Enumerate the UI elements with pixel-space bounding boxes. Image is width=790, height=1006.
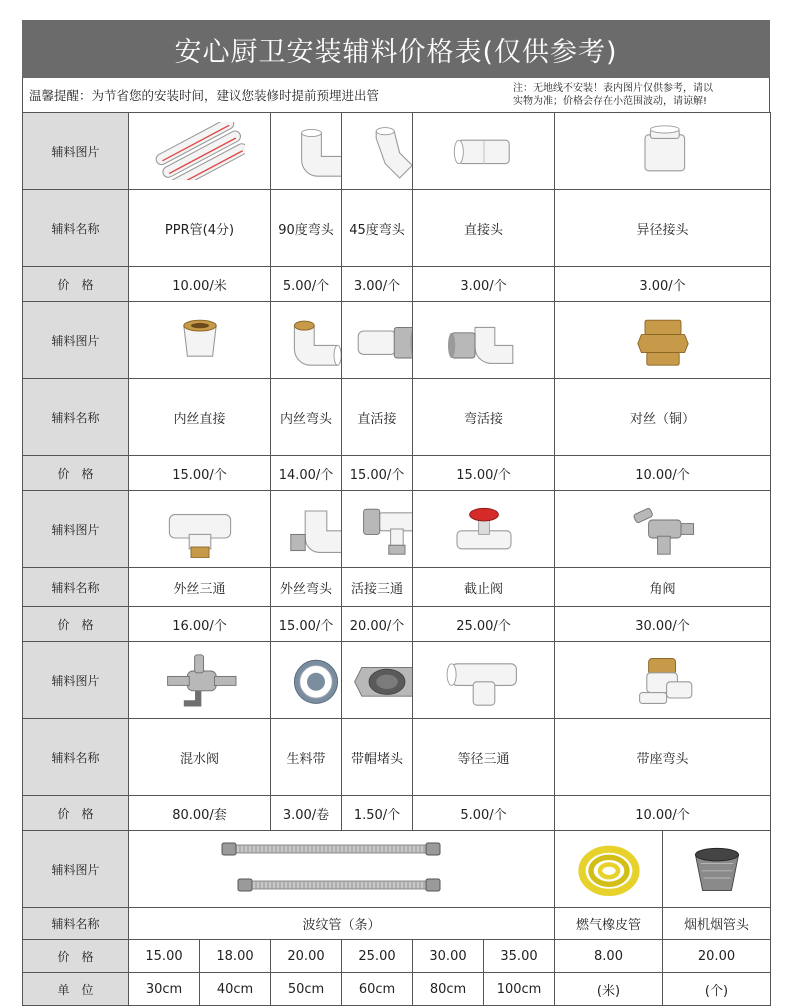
- item-name-text: PPR管(4分): [164, 222, 235, 238]
- image-cell: [271, 302, 342, 379]
- name-row: [23, 568, 771, 607]
- item-price-text: 10.00/个: [635, 807, 690, 823]
- item-name: [555, 379, 771, 456]
- item-price: [555, 456, 771, 491]
- image-cell: [555, 642, 771, 719]
- item-price-text: 25.00: [358, 948, 396, 964]
- row-label-image: [23, 642, 129, 719]
- item-price-text: 16.00/个: [172, 618, 227, 634]
- hood-duct-connector-icon: [672, 840, 762, 898]
- item-unit-text: 50cm: [287, 981, 325, 997]
- row-label-price-text: 价 格: [57, 806, 94, 821]
- item-name: [413, 190, 555, 267]
- image-cell: [342, 491, 413, 568]
- item-name-text: 角阀: [649, 581, 676, 597]
- male-thread-elbow-icon: [271, 500, 342, 558]
- ppr-pipe-icon: [155, 122, 245, 180]
- item-price-text: 80.00/套: [172, 807, 227, 823]
- item-unit-text: (米): [596, 983, 621, 999]
- female-thread-coupling-icon: [155, 311, 245, 369]
- row-label-image-text: 辅料图片: [51, 862, 100, 877]
- name-row: [23, 908, 771, 940]
- notice-bar: [22, 78, 770, 112]
- row-label-name: [23, 568, 129, 607]
- row-label-name: [23, 190, 129, 267]
- pipe-cap-icon: [342, 651, 413, 709]
- item-name-text: 内丝直接: [173, 411, 226, 427]
- item-name: [413, 379, 555, 456]
- item-name-text: 外丝弯头: [279, 581, 332, 597]
- item-price: [555, 267, 771, 302]
- row-label-name: [23, 719, 129, 796]
- elbow-45-icon: [342, 122, 413, 180]
- row-label-image: [23, 113, 129, 190]
- image-cell: [413, 491, 555, 568]
- item-price: [342, 796, 413, 831]
- row-label-name-text: 辅料名称: [51, 750, 100, 765]
- image-cell: [413, 113, 555, 190]
- item-name-text: 外丝三通: [173, 581, 226, 597]
- image-cell: [129, 302, 271, 379]
- image-cell: [271, 491, 342, 568]
- item-name: [271, 190, 342, 267]
- item-price-text: 20.00: [697, 948, 736, 964]
- item-price: [484, 940, 555, 973]
- notice-left: 温馨提醒：为节省您的安装时间，建议您装修时提前预埋进出管: [29, 88, 380, 103]
- item-unit: [129, 973, 200, 1006]
- item-name-text: 弯活接: [463, 411, 503, 427]
- stop-valve-icon: [439, 500, 529, 558]
- row-label-name-text: 辅料名称: [51, 221, 100, 236]
- item-price: [555, 940, 663, 973]
- base-elbow-icon: [618, 651, 708, 709]
- item-price-text: 15.00/个: [456, 467, 511, 483]
- item-price: [271, 456, 342, 491]
- image-cell: [129, 831, 555, 908]
- row-label-price-text: 价 格: [57, 949, 94, 964]
- item-name: [413, 719, 555, 796]
- name-row: [23, 190, 771, 267]
- row-label-price: [23, 607, 129, 642]
- item-unit: [200, 973, 271, 1006]
- item-name-text: 生料带: [286, 751, 326, 767]
- item-price-text: 5.00/个: [282, 278, 330, 294]
- item-name-text: 烟机烟管头: [683, 918, 749, 933]
- item-name-text: 对丝（铜）: [629, 411, 695, 427]
- row-label-image-text: 辅料图片: [51, 673, 100, 688]
- brass-nipple-icon: [618, 311, 708, 369]
- male-thread-tee-icon: [155, 500, 245, 558]
- item-price: [555, 607, 771, 642]
- item-name: [129, 568, 271, 607]
- item-name-text: 45度弯头: [349, 222, 405, 238]
- item-price: [129, 456, 271, 491]
- row-label-image-text: 辅料图片: [51, 333, 100, 348]
- item-price: [342, 940, 413, 973]
- item-price-text: 30.00/个: [635, 618, 690, 634]
- item-price: [129, 607, 271, 642]
- image-cell: [555, 491, 771, 568]
- image-row: [23, 642, 771, 719]
- item-price-text: 3.00/个: [353, 278, 401, 294]
- item-price-text: 15.00/个: [278, 618, 334, 634]
- item-unit-text: (个): [704, 983, 729, 999]
- item-name-text: 异径接头: [636, 222, 689, 238]
- item-price: [555, 796, 771, 831]
- image-cell: [271, 113, 342, 190]
- item-price: [413, 456, 555, 491]
- price-row: [23, 796, 771, 831]
- corrugated-hose-icon: [212, 835, 472, 903]
- item-name: [342, 719, 413, 796]
- item-name: [271, 719, 342, 796]
- item-price-text: 5.00/个: [460, 807, 507, 823]
- item-name: [342, 568, 413, 607]
- item-unit: [484, 973, 555, 1006]
- item-price: [413, 607, 555, 642]
- row-label-price: [23, 796, 129, 831]
- equal-tee-icon: [439, 651, 529, 709]
- image-cell: [129, 113, 271, 190]
- item-name: [129, 379, 271, 456]
- notice-right-line-2: 实物为准；价格会存在小范围波动，请谅解!: [513, 96, 708, 107]
- item-name-text: 活接三通: [350, 581, 403, 597]
- image-row: [23, 831, 771, 908]
- row-label-price: [23, 267, 129, 302]
- item-price-text: 10.00/个: [635, 467, 690, 483]
- item-price: [342, 267, 413, 302]
- item-price-text: 20.00: [287, 948, 325, 964]
- image-cell: [413, 302, 555, 379]
- image-cell: [555, 113, 771, 190]
- image-row: [23, 491, 771, 568]
- row-label-image-text: 辅料图片: [51, 522, 100, 537]
- item-name: [129, 908, 555, 940]
- straight-coupling-icon: [439, 122, 529, 180]
- image-cell: [663, 831, 771, 908]
- image-cell: [555, 302, 771, 379]
- item-unit: [413, 973, 484, 1006]
- item-unit-text: 60cm: [358, 981, 396, 997]
- price-table: [22, 112, 771, 1006]
- item-price: [413, 796, 555, 831]
- elbow-90-icon: [271, 122, 342, 180]
- item-price: [129, 267, 271, 302]
- name-row: [23, 379, 771, 456]
- image-row: [23, 113, 771, 190]
- item-price-text: 14.00/个: [278, 467, 334, 483]
- straight-union-icon: [342, 311, 413, 369]
- row-label-price: [23, 456, 129, 491]
- item-name-text: 带帽堵头: [350, 751, 403, 767]
- image-row: [23, 302, 771, 379]
- item-name-text: 燃气橡皮管: [575, 918, 641, 933]
- row-label-image: [23, 831, 129, 908]
- item-price-text: 15.00/个: [172, 467, 227, 483]
- row-label-price-text: 价 格: [57, 466, 94, 481]
- row-label-price-text: 价 格: [57, 617, 94, 632]
- price-sheet: [22, 20, 770, 1006]
- item-unit-text: 40cm: [216, 981, 254, 997]
- angle-valve-icon: [618, 500, 708, 558]
- item-price-text: 10.00/米: [172, 278, 227, 294]
- item-price-text: 1.50/个: [353, 807, 401, 823]
- image-cell: [129, 491, 271, 568]
- ptfe-tape-icon: [271, 651, 342, 709]
- elbow-union-icon: [439, 311, 529, 369]
- item-name-text: 直接头: [463, 222, 503, 238]
- item-name: [555, 568, 771, 607]
- price-row: [23, 267, 771, 302]
- item-price: [663, 940, 771, 973]
- notice-right-line-1: 注：无地线不安装！表内图片仅供参考，请以: [513, 83, 713, 94]
- female-thread-elbow-icon: [271, 311, 342, 369]
- row-label-name: [23, 379, 129, 456]
- unit-row: [23, 973, 771, 1006]
- item-price: [129, 940, 200, 973]
- row-label-image: [23, 302, 129, 379]
- item-price-text: 15.00/个: [349, 467, 405, 483]
- image-cell: [342, 642, 413, 719]
- item-unit: [555, 973, 663, 1006]
- row-label-unit: [23, 973, 129, 1006]
- item-price: [271, 267, 342, 302]
- item-price-text: 30.00: [429, 948, 467, 964]
- item-name-text: 截止阀: [463, 581, 503, 597]
- row-label-name-text: 辅料名称: [51, 917, 100, 931]
- image-cell: [271, 642, 342, 719]
- item-price: [413, 940, 484, 973]
- item-price-text: 35.00: [500, 948, 538, 964]
- row-label-image: [23, 491, 129, 568]
- item-name-text: 混水阀: [179, 751, 219, 767]
- item-name: [129, 719, 271, 796]
- notice-right: [513, 82, 763, 108]
- gas-hose-icon: [564, 840, 654, 898]
- item-name: [413, 568, 555, 607]
- item-price-text: 25.00/个: [456, 618, 511, 634]
- item-price-text: 3.00/卷: [282, 807, 330, 823]
- name-row: [23, 719, 771, 796]
- item-price-text: 15.00: [145, 948, 183, 964]
- item-price-text: 18.00: [216, 948, 254, 964]
- row-label-price: [23, 940, 129, 973]
- row-label-image-text: 辅料图片: [51, 144, 100, 159]
- item-price: [129, 796, 271, 831]
- item-price: [271, 940, 342, 973]
- row-label-name-text: 辅料名称: [51, 580, 100, 595]
- item-name: [663, 908, 771, 940]
- item-name-text: 等径三通: [457, 751, 510, 767]
- item-price: [271, 796, 342, 831]
- item-price-text: 8.00: [594, 948, 623, 964]
- item-name: [342, 379, 413, 456]
- item-price-text: 20.00/个: [349, 618, 405, 634]
- page-title: 安心厨卫安装辅料价格表(仅供参考): [22, 20, 770, 78]
- item-price: [342, 607, 413, 642]
- item-price: [200, 940, 271, 973]
- image-cell: [555, 831, 663, 908]
- item-price-text: 3.00/个: [460, 278, 507, 294]
- image-cell: [413, 642, 555, 719]
- item-unit-text: 100cm: [496, 981, 542, 997]
- item-name: [555, 719, 771, 796]
- reducer-coupling-icon: [618, 122, 708, 180]
- item-name: [555, 908, 663, 940]
- item-price: [342, 456, 413, 491]
- item-unit: [271, 973, 342, 1006]
- item-name: [271, 379, 342, 456]
- item-unit: [663, 973, 771, 1006]
- row-label-name: [23, 908, 129, 940]
- union-tee-icon: [342, 500, 413, 558]
- mixing-valve-icon: [155, 651, 245, 709]
- row-label-unit-text: 单 位: [57, 982, 94, 997]
- item-name: [555, 190, 771, 267]
- item-price: [271, 607, 342, 642]
- item-name: [342, 190, 413, 267]
- price-row: [23, 456, 771, 491]
- item-price: [413, 267, 555, 302]
- item-name-text: 90度弯头: [278, 222, 334, 238]
- item-name-text: 内丝弯头: [279, 411, 332, 427]
- item-name-text: 直活接: [357, 411, 397, 427]
- item-price-text: 3.00/个: [639, 278, 686, 294]
- item-unit: [342, 973, 413, 1006]
- price-row: [23, 940, 771, 973]
- image-cell: [342, 302, 413, 379]
- item-name-text: 波纹管（条）: [302, 918, 381, 933]
- item-name: [271, 568, 342, 607]
- row-label-price-text: 价 格: [57, 277, 94, 292]
- price-row: [23, 607, 771, 642]
- item-name-text: 带座弯头: [636, 751, 689, 767]
- image-cell: [129, 642, 271, 719]
- item-unit-text: 30cm: [145, 981, 183, 997]
- item-unit-text: 80cm: [429, 981, 467, 997]
- item-name: [129, 190, 271, 267]
- row-label-name-text: 辅料名称: [51, 410, 100, 425]
- image-cell: [342, 113, 413, 190]
